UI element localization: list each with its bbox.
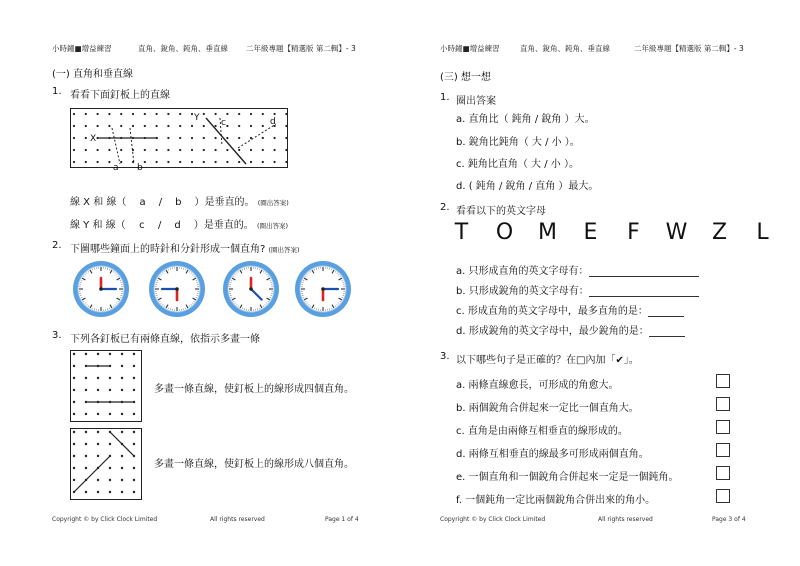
- label-y: Y: [194, 113, 200, 123]
- label-x: X: [90, 134, 97, 144]
- answer-line[interactable]: [589, 276, 699, 277]
- q2-number: 2.: [52, 240, 62, 251]
- q3-text: 下列各釘板已有兩條直線，依指示多畫一條: [70, 334, 260, 345]
- letter-l: L: [756, 220, 769, 245]
- pegboard-eight-right-angles[interactable]: [70, 428, 142, 500]
- q2-item-b: b. 只形成銳角的英文字母有：: [456, 282, 699, 297]
- letter-e: E: [583, 220, 598, 245]
- q3-item-b: b. 兩個銳角合併起來一定比一個直角大。: [456, 403, 639, 414]
- q3-item-e: e. 一個直角和一個銳角合併起來一定是一個鈍角。: [456, 472, 679, 483]
- line-x-question: 線 X 和 線（ a / b ）是垂直的。 (圈出答案): [70, 197, 289, 208]
- footer-rights: All rights reserved: [210, 516, 265, 523]
- header-brand: 小時鐘■增益練習: [440, 44, 500, 53]
- q2-item-d: d. 形成銳角的英文字母中，最少銳角的是：: [456, 322, 685, 337]
- footer-page: Page 1 of 4: [325, 516, 359, 523]
- header-series: 二年級專題【精選版 第二輯】- 3: [634, 44, 744, 53]
- letter-m: M: [538, 220, 557, 245]
- footer-rights: All rights reserved: [598, 516, 653, 523]
- line-y-question: 線 Y 和 線（ c / d ）是垂直的。 (圈出答案): [70, 220, 289, 231]
- label-a: a: [113, 163, 119, 173]
- label-d: d: [270, 117, 276, 127]
- circle-answer-hint: (圈出答案): [257, 199, 289, 207]
- footer-copyright: Copyright © by Click Clock Limited: [440, 516, 546, 523]
- clock-face-3[interactable]: [222, 260, 280, 318]
- checkbox-e[interactable]: [716, 466, 730, 480]
- option-b[interactable]: b: [175, 197, 182, 208]
- q3-item-a: a. 兩條直線愈長，可形成的角愈大。: [456, 380, 619, 391]
- q3-item2: 多畫一條直線，使釘板上的線形成八個直角。: [154, 459, 354, 470]
- pegboard-four-right-angles[interactable]: [70, 350, 142, 422]
- q2-number: 2.: [440, 202, 450, 213]
- section-title: (一) 直角和垂直線: [52, 69, 133, 80]
- q1-item-a: a. 直角比（ 鈍角 / 銳角 ）大。: [456, 114, 595, 125]
- answer-line[interactable]: [649, 336, 685, 337]
- answer-line[interactable]: [648, 316, 684, 317]
- q3-item1: 多畫一條直線，使釘板上的線形成四個直角。: [154, 384, 354, 395]
- checkbox-c[interactable]: [716, 420, 730, 434]
- q3-number: 3.: [52, 330, 62, 341]
- answer-line[interactable]: [589, 296, 699, 297]
- q2-text: 下圖哪些鐘面上的時針和分針形成一個直角? (圈出答案): [70, 244, 300, 255]
- letter-z: Z: [711, 220, 728, 245]
- q2-item-a: a. 只形成直角的英文字母有：: [456, 262, 699, 277]
- q1-item-d: d. ( 鈍角 / 銳角 / 直角 ）最大。: [456, 181, 599, 192]
- q1-text: 圈出答案: [456, 96, 496, 107]
- header-topic: 直角、銳角、鈍角、垂直線: [520, 44, 610, 53]
- checkbox-d[interactable]: [716, 443, 730, 457]
- right-page: [400, 0, 800, 566]
- checkbox-f[interactable]: [716, 489, 730, 503]
- letter-t: T: [454, 220, 469, 245]
- footer-copyright: Copyright © by Click Clock Limited: [52, 516, 158, 523]
- letter-f: F: [627, 220, 640, 245]
- option-d[interactable]: d: [174, 220, 181, 231]
- q1-item-b: b. 銳角比鈍角（ 大 / 小 ）。: [456, 137, 580, 148]
- clock-face-4[interactable]: [294, 260, 352, 318]
- footer-page: Page 3 of 4: [712, 516, 746, 523]
- option-a[interactable]: a: [139, 197, 146, 208]
- label-c: c: [221, 118, 226, 128]
- q1-number: 1.: [440, 92, 450, 103]
- q3-text: 以下哪些句子是正確的？在□內加「✔」。: [456, 355, 639, 366]
- q1-number: 1.: [52, 86, 62, 97]
- header-topic: 直角、銳角、鈍角、垂直線: [138, 44, 228, 53]
- q1-item-c: c. 鈍角比直角（ 大 / 小 ）。: [456, 159, 579, 170]
- q3-item-d: d. 兩條互相垂直的線最多可形成兩個直角。: [456, 449, 649, 460]
- q2-text: 看看以下的英文字母: [456, 206, 546, 217]
- q1-text: 看看下面釘板上的直線: [70, 90, 170, 101]
- q3-item-c: c. 直角是由兩條互相垂直的線形成的。: [456, 426, 628, 437]
- circle-answer-hint: (圈出答案): [256, 222, 289, 230]
- header-brand: 小時鐘■增益練習: [52, 44, 112, 53]
- checkbox-a[interactable]: [716, 374, 730, 388]
- label-b: b: [137, 163, 143, 173]
- header-series: 二年級專題【精選版 第二輯】- 3: [246, 44, 356, 53]
- option-c[interactable]: c: [139, 220, 145, 231]
- letter-w: W: [665, 220, 688, 245]
- letter-o: O: [495, 220, 514, 245]
- q3-item-f: f. 一個鈍角一定比兩個銳角合併出來的角小。: [456, 495, 656, 506]
- q2-item-c: c. 形成直角的英文字母中，最多直角的是：: [456, 302, 684, 317]
- clock-face-2[interactable]: [148, 260, 206, 318]
- letter-row: [440, 220, 784, 245]
- checkbox-b[interactable]: [716, 397, 730, 411]
- clock-face-1[interactable]: [72, 260, 130, 318]
- section-title: (三) 想一想: [440, 72, 491, 83]
- pegboard-diagram: [70, 108, 288, 168]
- q3-number: 3.: [440, 351, 450, 362]
